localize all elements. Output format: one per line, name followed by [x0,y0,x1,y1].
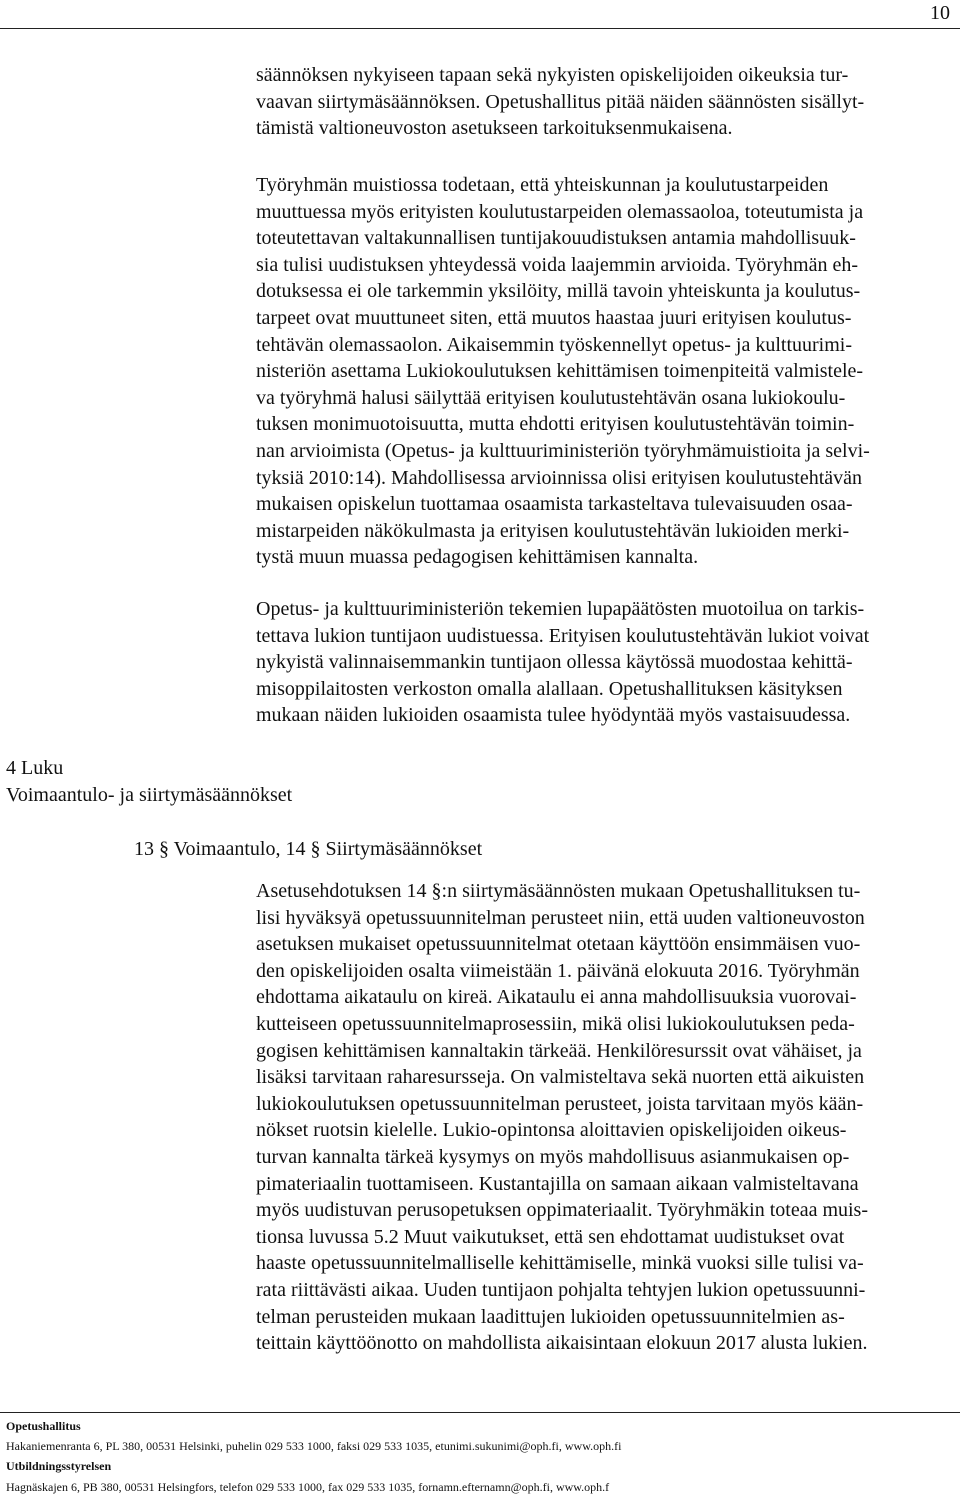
text-line: tuksen monimuotoisuutta, mutta ehdotti erityisen koulutustehtävän toimin- [256,413,855,436]
header-divider [0,28,960,29]
text-line: lukiokoulutuksen opetussuunnitelman perusteet, joista tarvitaan myös kään- [256,1092,864,1115]
text-line: asetuksen mukaiset opetussuunnitelmat otetaan käyttöön ensimmäisen vuo- [256,933,861,956]
text-line: toteutettavan valtakunnallisen tuntijakouudistuksen antamia mahdollisuuk- [256,227,856,250]
text-line: nökset ruotsin kielelle. Lukio-opintonsa aloittavien opiskelijoiden oikeus- [256,1119,847,1142]
text-line: vaavan siirtymäsäännöksen. Opetushallitus pitää näiden säännösten sisällyt- [256,90,865,113]
footer-address-fi: Hakaniemenranta 6, PL 380, 00531 Helsinki, puhelin 029 533 1000, faksi 029 533 1035, etunimi.sukunimi@oph.fi, www.oph.fi [6,1439,622,1454]
text-line: mukaan näiden lukioiden osaamista tulee hyödyntää myös vastaisuudessa. [256,704,851,727]
text-line: tämistä valtioneuvoston asetukseen tarkoituksenmukaisena. [256,117,733,140]
text-line: haaste opetussuunnitelmalliselle kehittämiselle, minkä vuoksi sille tulisi va- [256,1252,864,1275]
footer-org-sv: Utbildningsstyrelsen [6,1459,112,1474]
text-line: va työryhmä halusi säilyttää erityisen koulutustehtävän osana lukiokoulu- [256,386,846,409]
text-line: telman perusteiden mukaan laadittujen lukioiden opetussuunnitelmien as- [256,1305,845,1328]
paragraph-4 [256,878,956,1357]
chapter-number: 4 Luku [6,757,64,779]
paragraph-2 [256,172,956,571]
paragraph-3 [256,596,956,729]
text-line: den opiskelijoiden osalta viimeistään 1. päivänä elokuuta 2016. Työryhmän [256,959,860,982]
text-line: ehdottama aikataulu on kireä. Aikataulu ei anna mahdollisuuksia vuorovai- [256,986,857,1009]
text-line: tettava lukion tuntijaon uudistuessa. Erityisen koulutustehtävän lukiot voivat [256,624,870,647]
chapter-title: Voimaantulo- ja siirtymäsäännökset [6,784,293,806]
text-line: Opetus- ja kulttuuriministeriön tekemien lupapäätösten muotoilua on tarkis- [256,598,865,620]
text-line: nisteriön asettama Lukiokoulutuksen kehittämisen toimenpiteitä valmistele- [256,360,864,383]
text-line: Työryhmän muistiossa todetaan, että yhteiskunnan ja koulutustarpeiden [256,174,829,196]
text-line: tionsa luvussa 5.2 Muut vaikutukset, että sen ehdottamat uudistukset ovat [256,1225,845,1248]
text-line: tystä muun muassa pedagogisen kehittämisen kannalta. [256,546,699,569]
text-line: tyksiä 2010:14). Mahdollisessa arvioinnissa olisi erityisen koulutustehtävän [256,466,863,489]
text-line: dotuksessa ei ole tarkemmin yksilöity, millä tavoin yhteiskunta ja koulutus- [256,280,861,303]
text-line: mukaisen opiskelun tuottamaa osaamista tarkasteltava tulevaisuuden osaa- [256,493,853,516]
footer-address-sv: Hagnäskajen 6, PB 380, 00531 Helsingfors, telefon 029 533 1000, fax 029 533 1035, fornamn.efternamn@oph.fi, www.oph.f [6,1479,610,1494]
text-line: mistarpeiden näkökulmasta ja erityisen koulutustehtävän lukioiden merki- [256,519,850,542]
text-line: kutteiseen opetussuunnitelmaprosessiin, mikä olisi lukiokoulutuksen peda- [256,1012,855,1035]
text-line: rata riittävästi aikaa. Uuden tuntijaon pohjalta tehtyjen lukion opetussuunni- [256,1278,866,1301]
text-line: tarpeet ovat muuttuneet siten, että muutos haastaa juuri erityisen koulutus- [256,306,852,329]
footer-divider [0,1412,960,1413]
text-line: sia tulisi uudistuksen yhteydessä voida laajemmin arvioida. Työryhmän eh- [256,253,859,276]
text-line: misoppilaitosten verkoston omalla alallaan. Opetushallituksen käsityksen [256,677,843,700]
text-line: turvan kannalta tärkeä kysymys on myös mahdollisuus asianmukaisen op- [256,1145,850,1168]
text-line: Asetusehdotuksen 14 §:n siirtymäsäännösten mukaan Opetushallituksen tu- [256,880,861,902]
page-number: 10 [930,2,950,24]
paragraph-1 [256,62,956,142]
text-line: lisäksi tarvitaan raharesursseja. On valmisteltava sekä nuorten että aikuisten [256,1066,865,1089]
text-line: gogisen kehittämisen kannaltakin tärkeää. Henkilöresurssit ovat vähäiset, ja [256,1039,862,1062]
text-line: säännöksen nykyiseen tapaan sekä nykyisten opiskelijoiden oikeuksia tur- [256,64,849,86]
text-line: pimateriaalin tuottamiseen. Kustantajilla on samaan aikaan valmisteltavana [256,1172,859,1195]
section-heading: 13 § Voimaantulo, 14 § Siirtymäsäännökset [134,838,483,860]
text-line: teittain käyttöönotto on mahdollista aikaisintaan elokuun 2017 alusta lukien. [256,1332,868,1355]
text-line: nan arvioimista (Opetus- ja kulttuuriministeriön työryhmämuistioita ja selvi- [256,439,870,462]
text-line: muuttuessa myös erityisten koulutustarpeiden olemassaoloa, toteutumista ja [256,200,864,223]
footer [6,1416,956,1497]
text-line: lisi hyväksyä opetussuunnitelman perusteet niin, että uuden valtioneuvoston [256,906,865,929]
text-line: tehtävän olemassaolon. Aikaisemmin työskennellyt opetus- ja kulttuurimi- [256,333,853,356]
text-line: myös uudistuvan perusopetuksen oppimateriaalit. Työryhmäkin toteaa muis- [256,1199,869,1222]
text-line: nykyistä valinnaisemmankin tuntijaon ollessa käytössä muodostaa kehittä- [256,651,853,674]
footer-org-fi: Opetushallitus [6,1419,81,1433]
chapter-heading [6,755,292,809]
